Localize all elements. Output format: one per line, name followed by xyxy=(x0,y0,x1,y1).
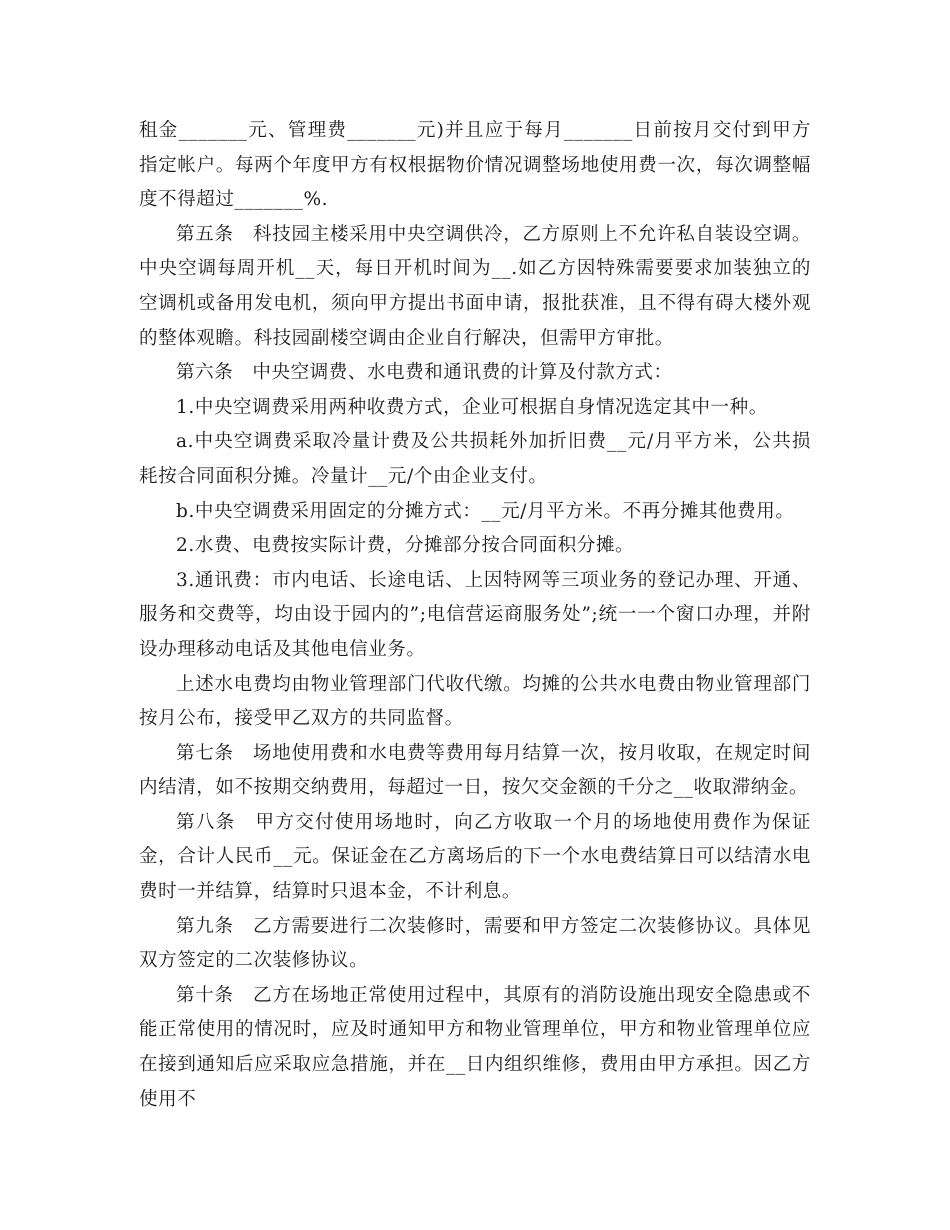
paragraph-article-10: 第十条 乙方在场地正常使用过程中，其原有的消防设施出现安全隐患或不能正常使用的情况时，应及时通知甲方和物业管理单位，甲方和物业管理单位应在接到通知后应采取应急措施，并在__日内组织维修，费用由甲方承担。因乙方使用不 xyxy=(139,984,811,1110)
paragraph-article-7: 第七条 场地使用费和水电费等费用每月结算一次，按月收取，在规定时间内结清，如不按期交纳费用，每超过一日，按欠交金额的千分之__收取滞纳金。 xyxy=(139,742,811,799)
paragraph-article-5: 第五条 科技园主楼采用中央空调供冷，乙方原则上不允许私自装设空调。中央空调每周开机__天，每日开机时间为__.如乙方因特殊需要要求加装独立的空调机或备用发电机，须向甲方提出书面申请，报批获准，且不得有碍大楼外观的整体观瞻。科技园副楼空调由企业自行解决，但需甲方审批。 xyxy=(139,223,811,349)
paragraph-rent-continuation: 租金_______元、管理费_______元)并且应于每月_______日前按月交付到甲方指定帐户。每两个年度甲方有权根据物价情况调整场地使用费一次，每次调整幅度不得超过_______%. xyxy=(139,120,811,211)
paragraph-item-1a: a.中央空调费采取冷量计费及公共损耗外加折旧费__元/月平方米，公共损耗按合同面积分摊。冷量计__元/个由企业支付。 xyxy=(139,431,811,487)
paragraph-utility-collection: 上述水电费均由物业管理部门代收代缴。均摊的公共水电费由物业管理部门按月公布，接受甲乙双方的共同监督。 xyxy=(139,673,811,730)
paragraph-item-3: 3.通讯费：市内电话、长途电话、上因特网等三项业务的登记办理、开通、服务和交费等，均由设于园内的”;电信营运商服务处”;统一一个窗口办理，并附设办理移动电话及其他电信业务。 xyxy=(139,569,811,660)
paragraph-article-8: 第八条 甲方交付使用场地时，向乙方收取一个月的场地使用费作为保证金，合计人民币__元。保证金在乙方离场后的下一个水电费结算日可以结清水电费时一并结算，结算时只退本金，不计利息。 xyxy=(139,811,811,903)
paragraph-item-1: 1.中央空调费采用两种收费方式，企业可根据自身情况选定其中一种。 xyxy=(176,396,768,418)
paragraph-article-9: 第九条 乙方需要进行二次装修时，需要和甲方签定二次装修协议。具体见双方签定的二次装修协议。 xyxy=(139,915,811,972)
paragraph-item-2: 2.水费、电费按实际计费，分摊部分按合同面积分摊。 xyxy=(176,535,635,557)
paragraph-item-1b: b.中央空调费采用固定的分摊方式：__元/月平方米。不再分摊其他费用。 xyxy=(176,500,795,522)
paragraph-article-6: 第六条 中央空调费、水电费和通讯费的计算及付款方式： xyxy=(176,362,673,384)
